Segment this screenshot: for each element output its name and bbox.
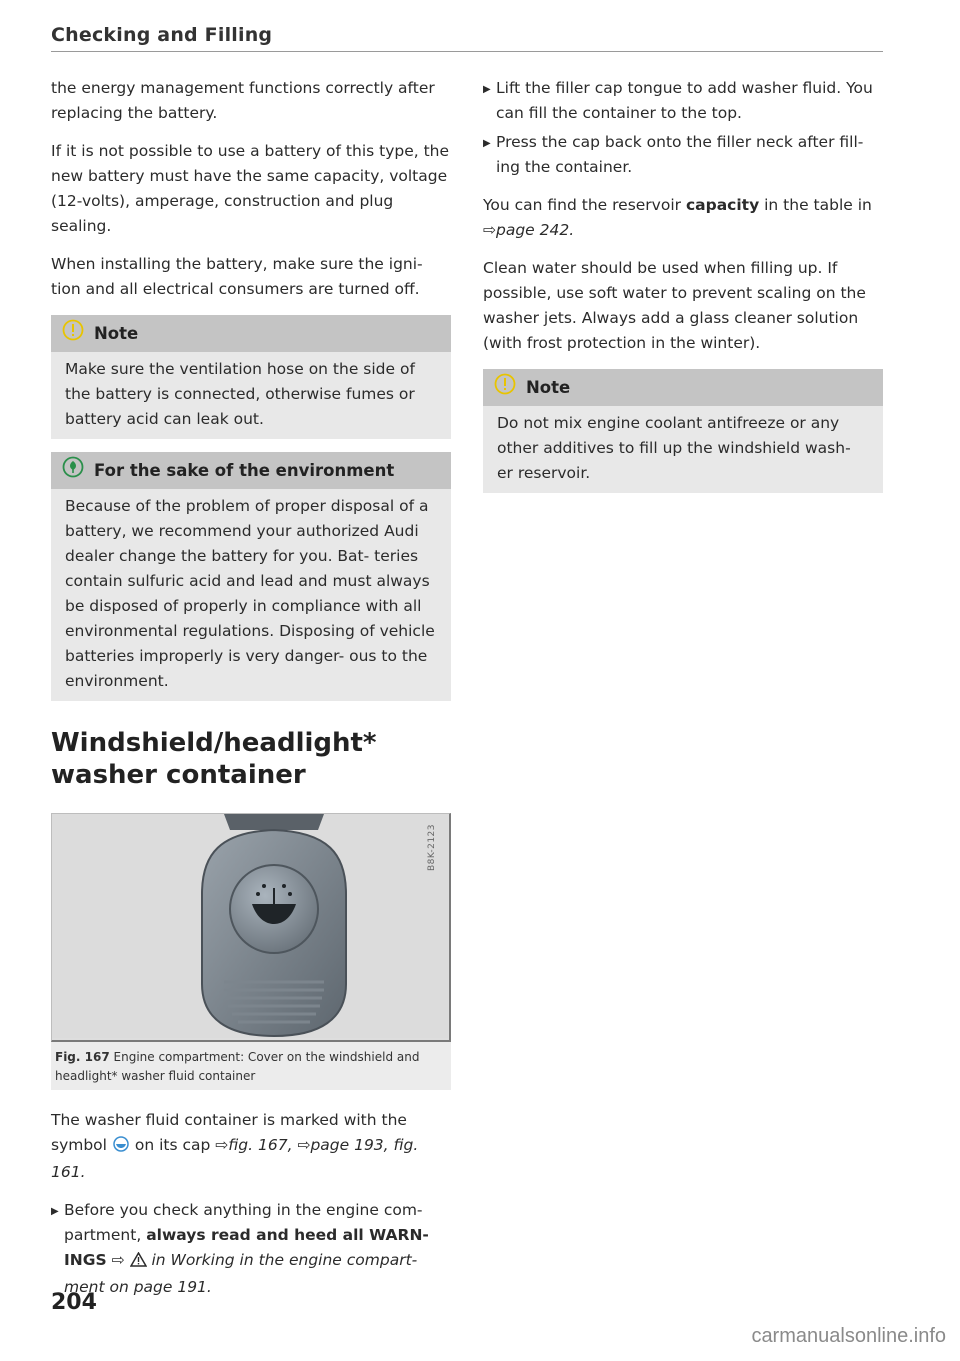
bullet-arrow-icon: ▶ [51,1206,59,1217]
note-circle-icon [62,319,84,348]
note-circle-icon [494,373,516,402]
paragraph-installing: When installing the battery, make sure the igni- tion and all electrical consumers are turned off. [51,255,423,298]
washer-symbol-icon [112,1135,130,1160]
header-rule [51,51,883,52]
bullet-arrow-icon: ▶ [483,138,491,149]
arrow-right-icon: ⇨ [111,1251,125,1269]
link-working-engine[interactable]: in Working in the engine compart- ment on page 191. [64,1251,418,1296]
paragraph-battery-energy: the energy management functions correctly after replacing the battery. [51,79,435,122]
washer-cap-illustration [52,814,448,1038]
link-fig-161[interactable]: fig. 161. [51,1136,419,1181]
warning-triangle-icon [130,1250,147,1275]
note-box-header [51,315,451,352]
paragraph-washer-symbol: The washer fluid container is marked with the symbol on its cap ⇨fig. 167, ⇨page 193, fig. 161. [51,1111,419,1181]
note-box-washer [483,369,883,493]
note-title: Note [94,324,139,343]
figure-caption [51,1042,451,1090]
page-number: 204 [51,1290,97,1315]
environment-box [51,452,451,701]
bullet-press-cap: ▶ Press the cap back onto the filler neck after fill- ing the container. [483,130,883,180]
figure-image [51,813,451,1042]
left-column [51,76,451,1304]
link-page-193[interactable]: page 193, [310,1136,389,1154]
paragraph-clean-water: Clean water should be used when filling up. If possible, use soft water to prevent scaling on the washer jets. Always add a glass cleaner solution (with frost protection in the winter). [483,259,866,352]
figure-code: B8K-2123 [427,824,437,872]
section-heading: Windshield/headlight* washer container [51,728,377,790]
environment-text: Because of the problem of proper disposal of a battery, we recommend your authorized Audi dealer change the battery for you. Bat- teries contain sulfuric acid and lead and must always be disposed of properly in compliance with all environmental regulations. Disposing of vehicle batteries improperly is very danger- ous to the environment. [65,497,435,690]
link-page-242[interactable]: page 242. [496,221,575,239]
arrow-right-icon: ⇨ [483,221,496,239]
note-text: Do not mix engine coolant antifreeze or any other additives to fill up the windshield wash- er reservoir. [497,414,851,482]
figure-label: Fig. 167 [55,1050,110,1064]
right-column [483,76,883,506]
section-header: Checking and Filling [51,24,273,46]
bullet-lift-cap: ▶ Lift the filler cap tongue to add washer fluid. You can fill the container to the top. [483,76,883,126]
note-text: Make sure the ventilation hose on the side of the battery is connected, otherwise fumes or battery acid can leak out. [65,360,415,428]
watermark: carmanualsonline.info [751,1325,946,1347]
paragraph-capacity: You can find the reservoir capacity in the table in ⇨page 242. [483,196,872,239]
arrow-right-icon: ⇨ [297,1136,311,1154]
figure-caption-text: Engine compartment: Cover on the windshield and headlight* washer fluid container [55,1050,420,1083]
environment-box-header [51,452,451,489]
note-box-header [483,369,883,406]
paragraph-battery-type: If it is not possible to use a battery of this type, the new battery must have the same capacity, voltage (12-volts), amperage, construction and plug sealing. [51,142,450,235]
environment-title: For the sake of the environment [94,461,395,480]
arrow-right-icon: ⇨ [215,1136,229,1154]
figure-167 [51,813,451,1090]
note-title: Note [526,378,571,397]
note-box-battery [51,315,451,439]
environment-leaf-icon [62,456,84,485]
bullet-check-engine: ▶ Before you check anything in the engine com- partment, always read and heed all WARN- INGS ⇨ in Working in the engine compart- ment on page 191. [51,1198,451,1300]
bullet-arrow-icon: ▶ [483,84,491,95]
link-fig-167[interactable]: fig. 167, [228,1136,293,1154]
